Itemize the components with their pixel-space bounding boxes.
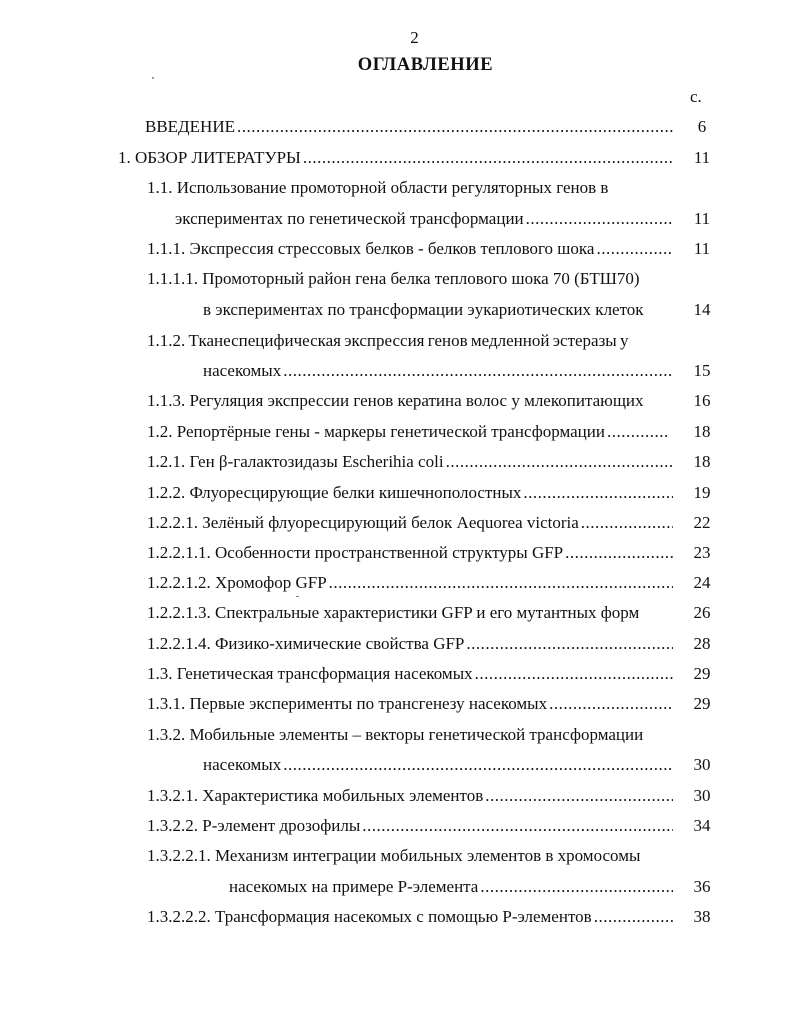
toc-entry-continuation[interactable]	[175, 209, 673, 229]
toc-entry-page: 18	[693, 422, 711, 441]
toc-entry-page: 23	[693, 543, 711, 562]
toc-entry[interactable]	[147, 634, 673, 654]
toc-entry-text: 1.2.1. Ген β-галактозидазы Escherihia coli	[147, 452, 444, 471]
toc-entry[interactable]	[147, 725, 675, 745]
toc-entry-text: 1.3.2.2.1. Механизм интеграции мобильных элементов в хромосомы	[147, 846, 641, 865]
toc-entry[interactable]	[147, 391, 673, 411]
toc-entry-page: 36	[693, 877, 711, 896]
toc-entry-text: 1.1.2. Тканеспецифическая экспрессия генов медленной эстеразы у	[147, 331, 629, 350]
dot-leader	[579, 513, 673, 533]
toc-entry-text: 1.3.2.2. Р-элемент дрозофилы	[147, 816, 361, 835]
toc-entry-text: 1.2.2. Флуоресцирующие белки кишечнополостных	[147, 483, 522, 502]
toc-entry[interactable]	[145, 117, 673, 137]
toc-entry-page: 11	[693, 209, 711, 228]
toc-entry-text: 1.2.2.1.2. Хромофор GFP	[147, 573, 327, 592]
toc-entry[interactable]	[147, 846, 673, 866]
toc-entry[interactable]	[147, 239, 673, 259]
toc-entry[interactable]	[147, 603, 673, 623]
toc-entry-text-cont: насекомых	[203, 755, 282, 774]
toc-entry-continuation[interactable]	[203, 755, 673, 775]
toc-entry[interactable]	[118, 148, 673, 168]
dot-leader	[281, 361, 673, 381]
toc-entry-page: 24	[693, 573, 711, 592]
page-column-header: с.	[690, 87, 702, 106]
toc-entry[interactable]	[147, 694, 673, 714]
dot-leader	[592, 907, 673, 927]
toc-entry-text: 1.2.2.1. Зелёный флуоресцирующий белок Aequorea victoria	[147, 513, 579, 532]
toc-entry-text: 1.2.2.1.3. Спектральные характеристики GFP и его мутантных форм	[147, 603, 640, 622]
toc-entry-page: 14	[693, 300, 711, 319]
dot-leader	[594, 239, 673, 259]
dot-leader	[563, 543, 673, 563]
toc-entry[interactable]	[147, 513, 673, 533]
toc-entry[interactable]	[147, 907, 673, 927]
toc-entry-page: 28	[693, 634, 711, 653]
toc-entry-page: 22	[693, 513, 711, 532]
toc-entry[interactable]	[147, 573, 673, 593]
toc-entry-continuation[interactable]	[203, 361, 673, 381]
toc-entry-text-cont: в экспериментах по трансформации эукариотических клеток	[203, 300, 644, 319]
toc-entry-page: 18	[693, 452, 711, 471]
toc-entry[interactable]	[147, 664, 673, 684]
dot-leader	[464, 634, 673, 654]
toc-entry[interactable]	[147, 816, 673, 836]
toc-entry[interactable]	[147, 422, 668, 442]
dot-leader	[605, 422, 668, 442]
dot-leader	[483, 786, 673, 806]
toc-entry-continuation[interactable]	[203, 300, 673, 320]
toc-entry-page: 11	[693, 148, 711, 167]
toc-entry-text: 1.3.1. Первые эксперименты по трансгенезу насекомых	[147, 694, 548, 713]
toc-entry[interactable]	[147, 483, 673, 503]
toc-entry-page: 15	[693, 361, 711, 380]
toc-entry-text: 1.1.3. Регуляция экспрессии генов кератина волос у млекопитающих	[147, 391, 644, 410]
dot-leader	[360, 816, 673, 836]
toc-entry-continuation[interactable]	[229, 877, 673, 897]
toc-entry-page: 19	[693, 483, 711, 502]
page-number: 2	[410, 28, 419, 47]
toc-entry-page: 16	[693, 391, 711, 410]
toc-entry-page: 30	[693, 786, 711, 805]
toc-entry-text: 1.2.2.1.1. Особенности пространственной структуры GFP	[147, 543, 564, 562]
toc-entry-text: 1.3.2.2.2. Трансформация насекомых с помощью Р-элементов	[147, 907, 592, 926]
toc-entry-text: 1.3.2. Мобильные элементы – векторы генетической трансформации	[147, 725, 644, 744]
toc-entry[interactable]	[147, 331, 673, 351]
toc-entry-text-cont: насекомых на примере Р-элемента	[229, 877, 479, 896]
toc-entry-page: 30	[693, 755, 711, 774]
toc-entry-text: 1. ОБЗОР ЛИТЕРАТУРЫ	[118, 148, 301, 167]
scan-speck	[296, 596, 299, 597]
dot-leader	[524, 209, 673, 229]
toc-entry-page: 34	[693, 816, 711, 835]
toc-entry-text: ВВЕДЕНИЕ	[145, 117, 235, 136]
dot-leader	[301, 148, 673, 168]
toc-entry-text-cont: насекомых	[203, 361, 282, 380]
toc-entry[interactable]	[147, 543, 673, 563]
dot-leader	[521, 483, 673, 503]
toc-entry-page: 29	[693, 694, 711, 713]
toc-entry[interactable]	[147, 452, 673, 472]
toc-entry[interactable]	[147, 269, 673, 289]
toc-entry-page: 26	[693, 603, 711, 622]
toc-entry-page: 29	[693, 664, 711, 683]
dot-leader	[327, 573, 673, 593]
toc-entry-text: 1.2.2.1.4. Физико-химические свойства GFP	[147, 634, 465, 653]
toc-entry-page: 38	[693, 907, 711, 926]
toc-entry-text: 1.3.2.1. Характеристика мобильных элементов	[147, 786, 484, 805]
dot-leader	[478, 877, 673, 897]
dot-leader	[473, 664, 673, 684]
toc-entry-page: 11	[693, 239, 711, 258]
dot-leader	[547, 694, 673, 714]
scan-speck	[152, 77, 154, 79]
toc-entry-text: 1.1. Использование промоторной области регуляторных генов в	[147, 178, 609, 197]
toc-entry-text: 1.1.1. Экспрессия стрессовых белков - белков теплового шока	[147, 239, 595, 258]
dot-leader	[281, 755, 673, 775]
toc-entry-text-cont: экспериментах по генетической трансформации	[175, 209, 524, 228]
toc-entry[interactable]	[147, 178, 673, 198]
dot-leader	[235, 117, 673, 137]
toc-entry-text: 1.2. Репортёрные гены - маркеры генетической трансформации	[147, 422, 605, 441]
toc-entry[interactable]	[147, 786, 673, 806]
toc-title: ОГЛАВЛЕНИЕ	[357, 55, 494, 75]
dot-leader	[444, 452, 673, 472]
toc-entry-text: 1.3. Генетическая трансформация насекомых	[147, 664, 473, 683]
toc-entry-page: 6	[697, 117, 707, 136]
toc-entry-text: 1.1.1.1. Промоторный район гена белка теплового шока 70 (БТШ70)	[147, 269, 640, 288]
